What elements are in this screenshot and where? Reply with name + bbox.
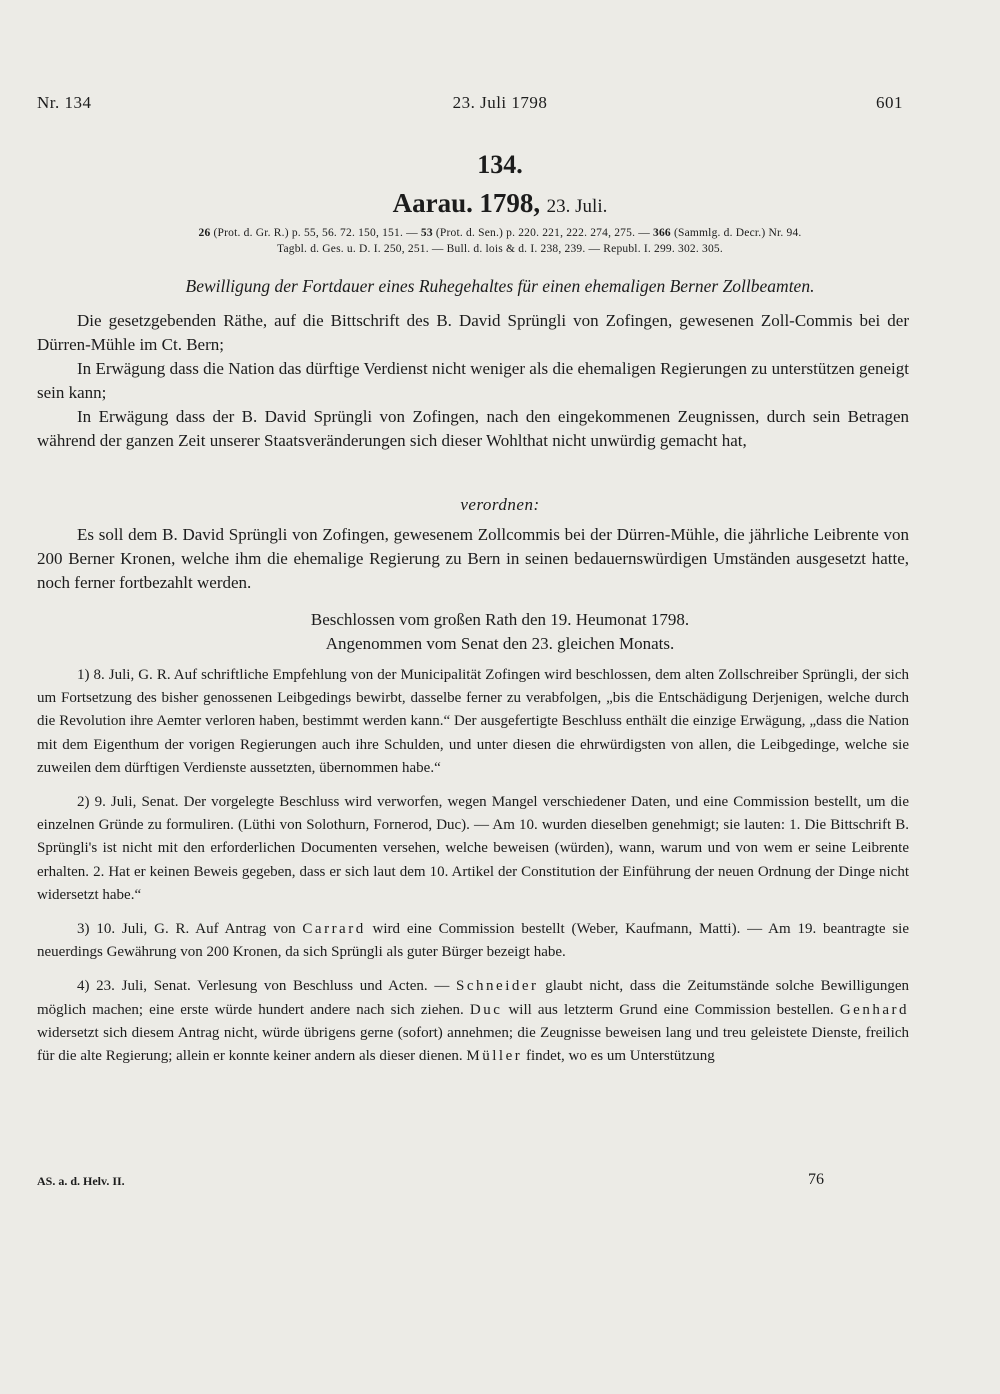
enactment-formula: verordnen: — [460, 495, 540, 514]
speaker-name: Schneider — [456, 978, 539, 995]
footer-signature: AS. a. d. Helv. II. — [37, 1174, 125, 1188]
source-references-line-1 — [0, 227, 1000, 239]
ref-text: (Sammlg. d. Decr.) Nr. 94. — [670, 227, 802, 239]
ref-number: 366 — [653, 227, 671, 239]
source-references-line-2: Tagbl. d. Ges. u. D. I. 250, 251. — Bull. d. lois & d. I. 238, 239. — Republ. I. 299. 302. 305. — [277, 243, 723, 255]
preamble-paragraph: Die gesetzgebenden Räthe, auf die Bittschrift des B. David Sprüngli von Zofingen, gewesenen Zoll-Commis bei der Dürren-Mühle im Ct. Bern; — [37, 311, 909, 354]
annotation-paragraph: 2) 9. Juli, Senat. Der vorgelegte Beschluss wird verworfen, wegen Mangel verschiedener Daten, und eine Commission bestellt, um die einzelnen Gründe zu formuliren. (Lüthi von Solothurn, Fornerod, Duc). — Am 10. wurden dieselben genehmigt; sie lauten: 1. Die Bittschrift B. Sprüngli's ist nicht mit den erforderlichen Documenten versehen, welche beweisen (würden), wann, warum und von wem er seine Leibrente erhalten. 2. Hat er keinen Beweis gegeben, dass er sich laut dem 10. Artikel der Constitution der Einführung der neuen Ordnung der Dinge nicht widersetzt habe.“ — [37, 794, 909, 903]
annotation-text: widersetzt sich diesem Antrag nicht, würde übrigens gerne (sofort) annehmen; die Zeugnisse beweisen lang und treu geleistete Dienste, freilich für die alte Regierung; allein er konnte keiner andern als dieser dienen. — [37, 1024, 909, 1065]
document-title — [0, 188, 1000, 219]
closing-line-resolved: Beschlossen vom großen Rath den 19. Heumonat 1798. — [310, 610, 690, 629]
consideration-paragraph: In Erwägung dass die Nation das dürftige Verdienst nicht weniger als die ehemaligen Regierungen zu unterstützen geneigt sein kann; — [37, 359, 909, 402]
speaker-name: Carrard — [302, 921, 366, 938]
annotation-text: will aus letzterm Grund eine Commission bestellen. — [502, 1001, 840, 1018]
ref-number: 26 — [198, 227, 211, 239]
running-header-number: Nr. 134 — [37, 93, 92, 112]
annotation-text: glaubt nicht, dass die Zeitumstände solche Bewilligungen möglich machen; eine erste würde hundert andere nach sich ziehen. — [37, 978, 909, 1018]
speaker-name: Müller — [466, 1048, 523, 1065]
footer-sheet-number: 76 — [808, 1171, 824, 1188]
document-subtitle: Bewilligung der Fortdauer eines Ruhegehaltes für einen ehemaligen Berner Zollbeamten. — [185, 276, 815, 296]
page-number: 601 — [876, 93, 903, 112]
annotation-text: wird eine Commission bestellt (Weber, Kaufmann, Matti). — Am 19. beantragte sie neuerdings Gewährung von 200 Kronen, da sich Sprüngli als guter Bürger bezeigt habe. — [37, 921, 909, 961]
speaker-name: Genhard — [839, 1001, 909, 1018]
title-year: 1798, — [479, 188, 541, 218]
annotation-paragraph — [37, 975, 909, 1068]
annotations — [37, 664, 909, 1079]
ref-text: (Prot. d. Sen.) p. 220. 221, 222. 274, 275. — — [432, 227, 654, 239]
decree-provision — [37, 523, 909, 595]
document-number: 134. — [477, 150, 523, 179]
annotation-text: 3) 10. Juli, G. R. Auf Antrag von — [77, 921, 303, 938]
ref-number: 53 — [420, 227, 433, 239]
decree-preamble — [37, 309, 909, 453]
consideration-paragraph: In Erwägung dass der B. David Sprüngli von Zofingen, nach den eingekommenen Zeugnissen, durch sein Betragen während der ganzen Zeit unserer Staatsveränderungen sich dieser Wohlthat nicht unwürdig gemacht hat, — [37, 407, 909, 450]
annotation-paragraph — [37, 918, 909, 964]
running-header-date: 23. Juli 1798 — [452, 93, 548, 112]
title-date: 23. Juli. — [546, 196, 608, 217]
annotation-text: findet, wo es um Unterstützung — [522, 1048, 715, 1065]
ref-text: (Prot. d. Gr. R.) p. 55, 56. 72. 150, 151. — — [210, 227, 421, 239]
annotation-paragraph: 1) 8. Juli, G. R. Auf schriftliche Empfehlung von der Municipalität Zofingen wird beschlossen, dem alten Zollschreiber Sprüngli, der sich um Fortsetzung des bisher genossenen Leibgedings bewirbt, dasselbe ferner zu verabfolgen, „bis die Entschädigung Derjenigen, welche durch die Revolution ihre Aemter verloren haben, bestimmt werden kann.“ Der ausgefertigte Beschluss enthält die einzige Erwägung, „dass die Nation mit dem Eigenthum der vorigen Regierungen auch ihre Schulden, und unter diesen die ehrwürdigsten von allen, die Leibgedinge, welche sie zuweilen dem dürftigen Verdienste aussetzten, übernommen habe.“ — [37, 667, 909, 776]
annotation-text: 4) 23. Juli, Senat. Verlesung von Beschluss und Acten. — — [77, 978, 457, 995]
closing-line-accepted: Angenommen vom Senat den 23. gleichen Monats. — [325, 634, 675, 653]
speaker-name: Duc — [469, 1001, 503, 1018]
title-place: Aarau. — [392, 188, 473, 218]
provision-paragraph: Es soll dem B. David Sprüngli von Zofingen, gewesenem Zollcommis bei der Dürren-Mühle, die jährliche Leibrente von 200 Berner Kronen, welche ihm die ehemalige Regierung zu Bern in seinen bedauernswürdigen Umständen ausgesetzt hatte, noch ferner fortbezahlt werden. — [37, 525, 909, 592]
